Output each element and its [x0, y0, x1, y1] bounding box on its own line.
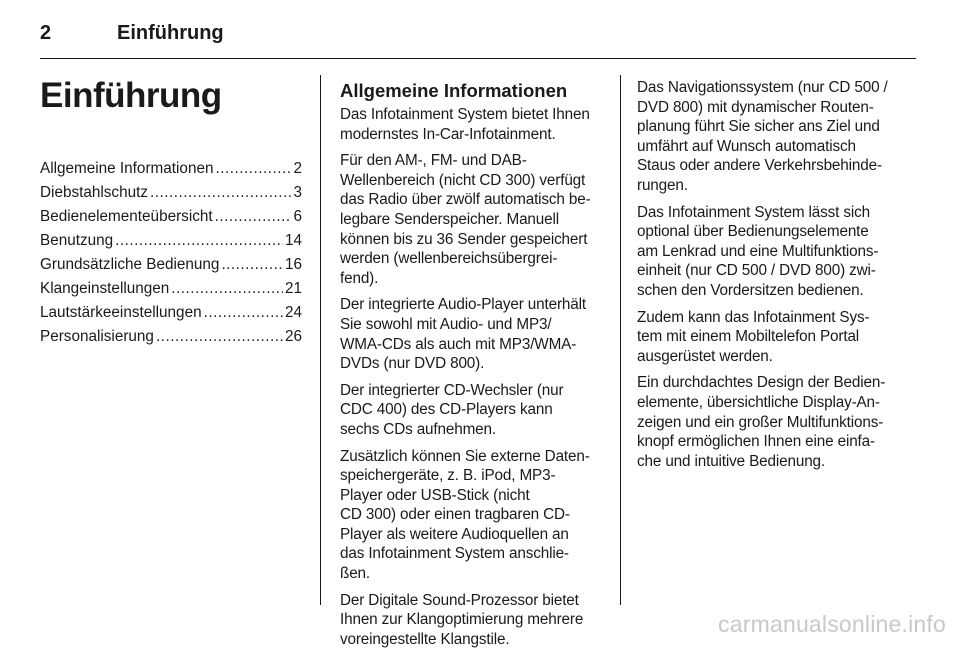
- toc-leader: [171, 277, 283, 301]
- toc-entry-title: Diebstahlschutz: [40, 184, 148, 201]
- column-divider-1: [320, 75, 321, 605]
- paragraph: Zudem kann das Infotainment Sys- tem mit einem Mobiltelefon Portal ausgerüstet werden.: [637, 308, 870, 365]
- toc-entry-title: Klangeinstellungen: [40, 280, 170, 297]
- toc-entry[interactable]: [40, 301, 302, 325]
- paragraph: Das Infotainment System lässt sich optional über Bedienungselemente am Lenkrad und eine Multifunktions- einheit (nur CD 500 / DVD 800) zwi- schen den Vordersitzen bedienen.: [637, 203, 879, 299]
- toc-entry-page: 24: [284, 304, 302, 321]
- column-1: [40, 75, 302, 349]
- table-of-contents: [40, 157, 302, 349]
- page-header: [40, 18, 916, 59]
- page-number: 2: [40, 22, 52, 44]
- toc-leader: [215, 157, 291, 181]
- toc-entry[interactable]: [40, 157, 302, 181]
- toc-entry[interactable]: [40, 229, 302, 253]
- toc-entry-title: Allgemeine Informationen: [40, 160, 214, 177]
- paragraph: Der integrierter CD-Wechsler (nur CDC 400) des CD-Players kann sechs CDs aufnehmen.: [340, 381, 564, 438]
- column-2: [340, 75, 604, 656]
- paragraph: Der Digitale Sound-Prozessor bietet Ihnen zur Klangoptimierung mehrere voreingestellte Klangstile.: [340, 591, 584, 648]
- watermark: carmanualsonline.info: [718, 611, 946, 637]
- toc-leader: [221, 253, 283, 277]
- toc-entry-page: 3: [293, 184, 302, 201]
- toc-entry-page: 6: [293, 208, 302, 225]
- toc-entry[interactable]: [40, 325, 302, 349]
- paragraph: Ein durchdachtes Design der Bedien- elemente, übersichtliche Display-An- zeigen und ein großer Multifunktions- knopf ermöglichen Ihnen eine einfa- che und intuitive Bedienung.: [637, 374, 886, 470]
- toc-leader: [115, 229, 283, 253]
- toc-entry-title: Grundsätzliche Bedienung: [40, 256, 220, 273]
- toc-entry[interactable]: [40, 277, 302, 301]
- toc-entry-title: Lautstärkeeinstellungen: [40, 304, 202, 321]
- toc-entry[interactable]: [40, 253, 302, 277]
- toc-leader: [156, 325, 283, 349]
- toc-entry-title: Bedienelementeübersicht: [40, 208, 213, 225]
- toc-entry-title: Personalisierung: [40, 328, 154, 345]
- running-title: Einführung: [117, 22, 224, 44]
- toc-entry-title: Benutzung: [40, 232, 114, 249]
- toc-entry-page: 16: [284, 256, 302, 273]
- toc-leader: [215, 205, 292, 229]
- toc-entry[interactable]: [40, 205, 302, 229]
- column-divider-2: [620, 75, 621, 605]
- toc-entry-page: 14: [284, 232, 302, 249]
- paragraph: Für den AM-, FM- und DAB- Wellenbereich (nicht CD 300) verfügt das Radio über zwölf automatisch be- legbare Senderspeicher. Manuell können bis zu 36 Sender gespeichert werden (wellenbereichsübergrei- fend).: [340, 152, 591, 287]
- paragraph: Das Infotainment System bietet Ihnen modernstes In-Car-Infotainment.: [340, 106, 590, 143]
- chapter-title: Einführung: [40, 76, 222, 115]
- column-3: [637, 75, 905, 478]
- paragraph: Der integrierte Audio-Player unterhält Sie sowohl mit Audio- und MP3/ WMA-CDs als auch mit MP3/WMA- DVDs (nur DVD 800).: [340, 296, 586, 373]
- paragraph: Das Navigationssystem (nur CD 500 / DVD 800) mit dynamischer Routen- planung führt Sie sicher ans Ziel und umfährt auf Wunsch automatisch Staus oder andere Verkehrsbehinde- rungen.: [637, 79, 888, 194]
- toc-entry-page: 2: [293, 160, 302, 177]
- section-title: Allgemeine Informationen: [340, 80, 568, 101]
- toc-entry-page: 21: [284, 280, 302, 297]
- toc-entry-page: 26: [284, 328, 302, 345]
- toc-leader: [150, 181, 292, 205]
- toc-entry[interactable]: [40, 181, 302, 205]
- toc-leader: [204, 301, 283, 325]
- paragraph: Zusätzlich können Sie externe Daten- speichergeräte, z. B. iPod, MP3- Player oder USB-Stick (nicht CD 300) oder einen tragbaren CD- Player als weitere Audioquellen an das Infotainment System anschlie- ßen.: [340, 447, 590, 583]
